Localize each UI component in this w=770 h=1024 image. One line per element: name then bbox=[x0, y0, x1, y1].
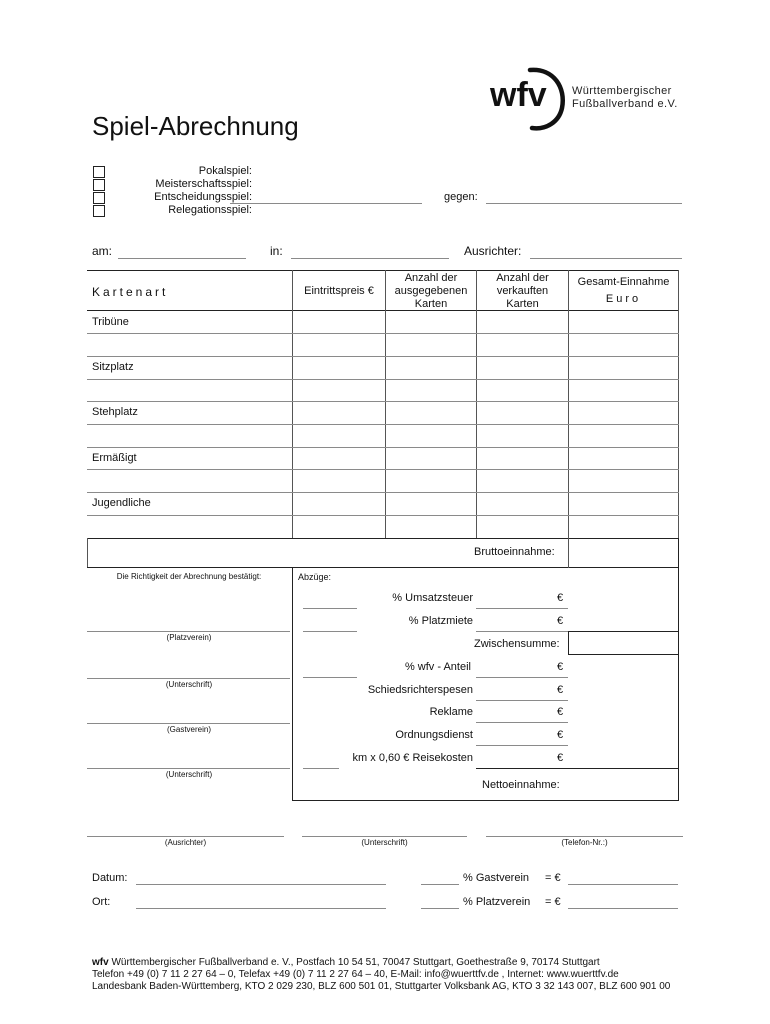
label-telefon: (Telefon-Nr.:) bbox=[561, 838, 608, 847]
umsatzsteuer-percent-field[interactable] bbox=[303, 608, 357, 609]
sign-unterschrift2-line[interactable] bbox=[87, 768, 290, 769]
org-name-line2: Fußballverband e.V. bbox=[572, 98, 678, 110]
footer-line2: Telefon +49 (0) 7 11 2 27 64 – 0, Telefax +49 (0) 7 11 2 27 64 – 40, E-Mail: info@wuerttfv.de , Internet: www.wuerttfv.de bbox=[92, 969, 619, 980]
row-tribuene: Tribüne bbox=[92, 316, 129, 328]
euro-reklame: € bbox=[557, 706, 564, 718]
sign-gastverein-line[interactable] bbox=[87, 723, 290, 724]
col-gesamt: Gesamt-Einnahme bbox=[577, 276, 670, 288]
platzverein-percent-field[interactable] bbox=[421, 908, 459, 909]
table-border bbox=[87, 567, 679, 568]
label-pokalspiel: Pokalspiel: bbox=[198, 165, 252, 177]
footer-line3: Landesbank Baden-Württemberg, KTO 2 029 230, BLZ 600 501 01, Stuttgarter Volksbank AG, KTO 3 32 143 007, BLZ 600 901 00 bbox=[92, 981, 671, 992]
table-border bbox=[678, 270, 679, 538]
location-field[interactable] bbox=[291, 258, 449, 259]
table-row-line bbox=[87, 356, 679, 357]
sign-unterschrift-line[interactable] bbox=[302, 836, 467, 837]
eq-euro-gastverein: = € bbox=[545, 872, 561, 884]
organizer-field[interactable] bbox=[530, 258, 682, 259]
euro-umsatzsteuer: € bbox=[557, 592, 564, 604]
label-meisterschaftsspiel: Meisterschaftsspiel: bbox=[155, 178, 252, 190]
table-row-line bbox=[87, 492, 679, 493]
umsatzsteuer-amount-field[interactable] bbox=[476, 608, 568, 609]
table-border bbox=[87, 310, 679, 311]
label-platzverein-pct: % Platzverein bbox=[463, 896, 531, 908]
col-ausgegeben-line1: Anzahl der bbox=[404, 272, 458, 284]
eq-euro-platzverein: = € bbox=[545, 896, 561, 908]
label-relegationsspiel: Relegationsspiel: bbox=[168, 204, 252, 216]
gastverein-percent-field[interactable] bbox=[421, 884, 459, 885]
label-bruttoeinnahme: Bruttoeinnahme: bbox=[474, 546, 555, 558]
wfv-anteil-percent-field[interactable] bbox=[303, 677, 357, 678]
table-border bbox=[87, 538, 88, 568]
euro-schiedsrichterspesen: € bbox=[557, 684, 564, 696]
date-field[interactable] bbox=[118, 258, 246, 259]
col-eintrittspreis: Eintrittspreis € bbox=[304, 285, 374, 297]
label-gastverein-pct: % Gastverein bbox=[463, 872, 530, 884]
label-umsatzsteuer: % Umsatzsteuer bbox=[392, 592, 473, 604]
col-ausgegeben-line2: ausgegebenen bbox=[394, 285, 468, 297]
euro-platzmiete: € bbox=[557, 615, 564, 627]
label-gastverein: (Gastverein) bbox=[166, 725, 211, 734]
col-euro: Euro bbox=[605, 293, 642, 305]
col-verkauft-line1: Anzahl der bbox=[496, 272, 549, 284]
ort-field[interactable] bbox=[136, 908, 386, 909]
label-reklame: Reklame bbox=[429, 706, 473, 718]
label-am: am: bbox=[92, 244, 113, 258]
gastverein-amount-field[interactable] bbox=[568, 884, 678, 885]
netto-top-border bbox=[476, 768, 679, 769]
datum-field[interactable] bbox=[136, 884, 386, 885]
table-border bbox=[568, 270, 569, 538]
table-border bbox=[87, 270, 679, 271]
label-entscheidungsspiel: Entscheidungsspiel: bbox=[154, 191, 252, 203]
label-gegen: gegen: bbox=[444, 191, 478, 203]
label-unterschrift2: (Unterschrift) bbox=[165, 770, 213, 779]
label-nettoeinnahme: Nettoeinnahme: bbox=[482, 779, 560, 791]
confirm-title: Die Richtigkeit der Abrechnung bestätigt: bbox=[116, 572, 262, 581]
table-row-line bbox=[87, 469, 679, 470]
schiedsrichterspesen-amount-field[interactable] bbox=[476, 700, 568, 701]
label-in: in: bbox=[270, 244, 283, 258]
wfv-logo bbox=[488, 62, 568, 132]
footer-brand: wfv bbox=[92, 957, 109, 968]
label-ort: Ort: bbox=[92, 896, 111, 908]
label-platzmiete: % Platzmiete bbox=[408, 615, 473, 627]
label-wfv-anteil: % wfv - Anteil bbox=[404, 661, 471, 673]
org-name bbox=[572, 85, 678, 111]
sign-unterschrift1-line[interactable] bbox=[87, 678, 290, 679]
team-away-field[interactable] bbox=[486, 203, 682, 204]
footer-line1-text: Württembergischer Fußballverband e. V., Postfach 10 54 51, 70047 Stuttgart, Goethestraße 9, 70174 Stuttgart bbox=[108, 957, 600, 968]
deductions-border bbox=[292, 567, 293, 800]
wfv-anteil-amount-field[interactable] bbox=[476, 677, 568, 678]
table-border bbox=[87, 538, 679, 539]
label-schiedsrichterspesen: Schiedsrichterspesen bbox=[367, 684, 473, 696]
team-home-field[interactable] bbox=[230, 203, 422, 204]
col-verkauft-line3: Karten bbox=[506, 298, 539, 310]
platzmiete-percent-field[interactable] bbox=[303, 631, 357, 632]
table-border bbox=[568, 538, 569, 568]
table-row-line bbox=[87, 424, 679, 425]
page-title: Spiel-Abrechnung bbox=[92, 111, 299, 141]
table-border bbox=[292, 270, 293, 538]
footer-line1 bbox=[92, 957, 670, 969]
col-ausgegeben-line3: Karten bbox=[414, 298, 448, 310]
label-ausrichter-sign: (Ausrichter) bbox=[164, 838, 207, 847]
table-row-line bbox=[87, 515, 679, 516]
sign-ausrichter-line[interactable] bbox=[87, 836, 284, 837]
ordnungsdienst-amount-field[interactable] bbox=[476, 745, 568, 746]
table-row-line bbox=[87, 379, 679, 380]
label-unterschrift1: (Unterschrift) bbox=[165, 680, 213, 689]
logo-letters: wfv bbox=[490, 76, 547, 114]
sign-platzverein-line[interactable] bbox=[87, 631, 290, 632]
label-ordnungsdienst: Ordnungsdienst bbox=[395, 729, 473, 741]
deductions-title: Abzüge: bbox=[298, 572, 332, 582]
row-sitzplatz: Sitzplatz bbox=[92, 361, 134, 373]
platzverein-amount-field[interactable] bbox=[568, 908, 678, 909]
row-stehplatz: Stehplatz bbox=[92, 406, 138, 418]
reklame-amount-field[interactable] bbox=[476, 722, 568, 723]
label-ausrichter: Ausrichter: bbox=[464, 244, 522, 258]
col-verkauft-line2: verkauften bbox=[496, 285, 549, 297]
phone-line[interactable] bbox=[486, 836, 683, 837]
deductions-border bbox=[292, 800, 679, 801]
label-platzverein: (Platzverein) bbox=[166, 633, 212, 642]
platzmiete-amount-field[interactable] bbox=[476, 631, 568, 632]
reisekosten-km-field[interactable] bbox=[303, 768, 339, 769]
label-unterschrift-sign: (Unterschrift) bbox=[361, 838, 408, 847]
table-row-line bbox=[87, 333, 679, 334]
euro-wfv-anteil: € bbox=[557, 661, 564, 673]
col-kartenart: Kartenart bbox=[92, 285, 169, 299]
row-ermaessigt: Ermäßigt bbox=[92, 452, 137, 464]
zwischensumme-box[interactable] bbox=[568, 631, 679, 655]
col-verkauft bbox=[477, 272, 568, 311]
table-row-line bbox=[87, 401, 679, 402]
footer bbox=[92, 957, 670, 993]
org-name-line1: Württembergischer bbox=[572, 85, 672, 97]
euro-reisekosten: € bbox=[557, 752, 564, 764]
table-border bbox=[678, 538, 679, 800]
label-datum: Datum: bbox=[92, 872, 128, 884]
label-zwischensumme: Zwischensumme: bbox=[474, 638, 560, 650]
wfv-logo-mark bbox=[488, 62, 568, 132]
euro-ordnungsdienst: € bbox=[557, 729, 564, 741]
col-ausgegeben bbox=[386, 272, 476, 311]
table-row-line bbox=[87, 447, 679, 448]
label-reisekosten: km x 0,60 € Reisekosten bbox=[352, 752, 473, 764]
row-jugendliche: Jugendliche bbox=[92, 497, 151, 509]
